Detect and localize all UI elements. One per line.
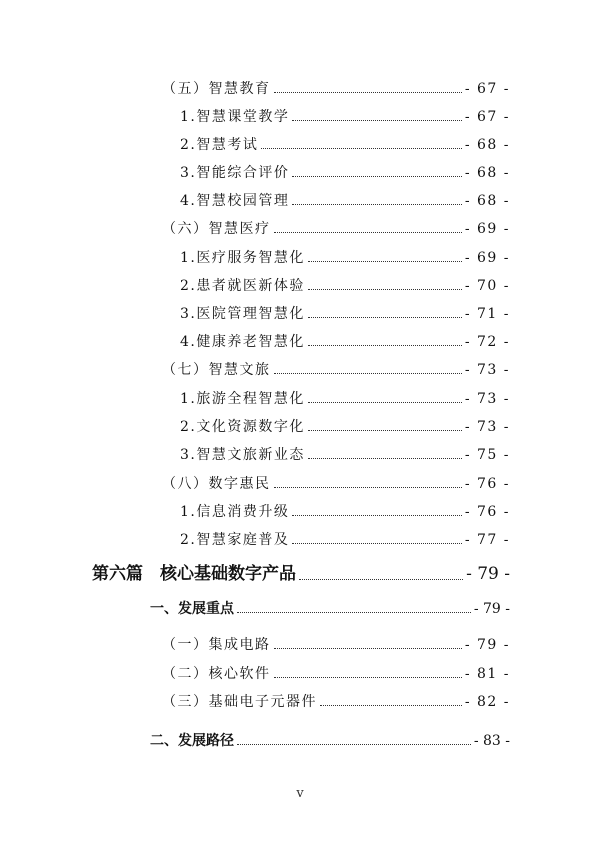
toc-entry-page: - 76 - [464,476,510,492]
toc-entry-label: 4.智慧校园管理 [180,193,290,209]
dot-leader [274,487,462,488]
toc-entry-page: - 76 - [464,504,510,520]
toc-entry-page: - 73 - [464,362,510,378]
toc-entry-page: - 72 - [464,334,510,350]
toc-entry[interactable] [180,279,510,293]
dot-leader [308,289,462,290]
dot-leader [274,373,462,374]
dot-leader [308,458,462,459]
dot-leader [237,612,471,613]
toc-entry[interactable] [180,448,510,462]
toc-entry-page: - 69 - [464,250,510,266]
toc-entry-page: - 75 - [464,447,510,463]
toc-entry[interactable] [162,477,510,491]
toc-entry-label: （八）数字惠民 [162,476,271,492]
toc-entry[interactable] [162,667,510,681]
toc-entry-page: - 82 - [464,694,510,710]
toc-entry-label: （三）基础电子元器件 [162,694,317,710]
toc-part-label: 第六篇 核心基础数字产品 [92,564,296,584]
toc-entry-label: 2.智慧考试 [180,137,259,153]
dot-leader [274,648,462,649]
toc-entry-label: （二）核心软件 [162,666,271,682]
dot-leader [292,176,461,177]
toc-entry[interactable] [180,194,510,208]
dot-leader [320,705,462,706]
toc-chapter-label: 一、发展重点 [150,601,234,617]
toc-part-entry[interactable] [92,566,510,583]
toc-entry-label: 1.旅游全程智慧化 [180,391,305,407]
toc-entry-page: - 73 - [464,391,510,407]
dot-leader [261,148,461,149]
dot-leader [274,232,462,233]
toc-entry-label: （五）智慧教育 [162,81,271,97]
toc-entry-page: - 68 - [464,137,510,153]
toc-entry-page: - 71 - [464,306,510,322]
toc-entry-label: 2.患者就医新体验 [180,278,305,294]
toc-entry-label: （六）智慧医疗 [162,221,271,237]
toc-entry-label: 4.健康养老智慧化 [180,334,305,350]
dot-leader [292,120,461,121]
toc-entry-page: - 68 - [464,165,510,181]
dot-leader [274,677,462,678]
toc-entry[interactable] [180,166,510,180]
toc-entry[interactable] [180,420,510,434]
toc-entry[interactable] [162,222,510,236]
toc-entry[interactable] [180,505,510,519]
dot-leader [237,744,471,745]
toc-entry-page: - 79 - [466,564,510,584]
toc-entry-label: 1.信息消费升级 [180,504,290,520]
dot-leader [292,515,461,516]
toc-entry-page: - 70 - [464,278,510,294]
toc-entry-label: （一）集成电路 [162,637,271,653]
toc-chapter-entry[interactable] [150,734,510,748]
toc-entry[interactable] [180,533,510,547]
toc-entry-label: 3.智能综合评价 [180,165,290,181]
dot-leader [308,317,462,318]
toc-entry-page: - 79 - [473,601,510,617]
toc-entry-page: - 67 - [464,109,510,125]
dot-leader [292,543,461,544]
dot-leader [292,204,461,205]
toc-entry-label: 2.文化资源数字化 [180,419,305,435]
dot-leader [308,261,462,262]
toc-entry-page: - 67 - [464,81,510,97]
toc-entry[interactable] [162,638,510,652]
toc-entry-page: - 73 - [464,419,510,435]
toc-entry[interactable] [180,392,510,406]
toc-entry[interactable] [180,307,510,321]
dot-leader [308,430,462,431]
toc-entry-page: - 77 - [464,532,510,548]
toc-entry-label: 2.智慧家庭普及 [180,532,290,548]
dot-leader [308,402,462,403]
toc-entry[interactable] [180,251,510,265]
toc-entry[interactable] [180,110,510,124]
dot-leader [274,92,462,93]
toc-chapter-entry[interactable] [150,602,510,616]
toc-entry[interactable] [180,335,510,349]
toc-entry-page: - 79 - [464,637,510,653]
dot-leader [299,579,463,580]
toc-entry[interactable] [162,363,510,377]
page-number-footer: v [296,786,304,801]
toc-entry-label: 1.医疗服务智慧化 [180,250,305,266]
toc-entry[interactable] [162,82,510,96]
toc-entry-label: 3.智慧文旅新业态 [180,447,305,463]
toc-entry[interactable] [162,695,510,709]
toc-entry[interactable] [180,138,510,152]
toc-entry-label: 1.智慧课堂教学 [180,109,290,125]
toc-entry-label: （七）智慧文旅 [162,362,271,378]
toc-chapter-label: 二、发展路径 [150,733,234,749]
toc-entry-page: - 69 - [464,221,510,237]
toc-entry-page: - 81 - [464,666,510,682]
toc-entry-page: - 83 - [473,733,510,749]
toc-entry-page: - 68 - [464,193,510,209]
dot-leader [308,345,462,346]
toc-entry-label: 3.医院管理智慧化 [180,306,305,322]
